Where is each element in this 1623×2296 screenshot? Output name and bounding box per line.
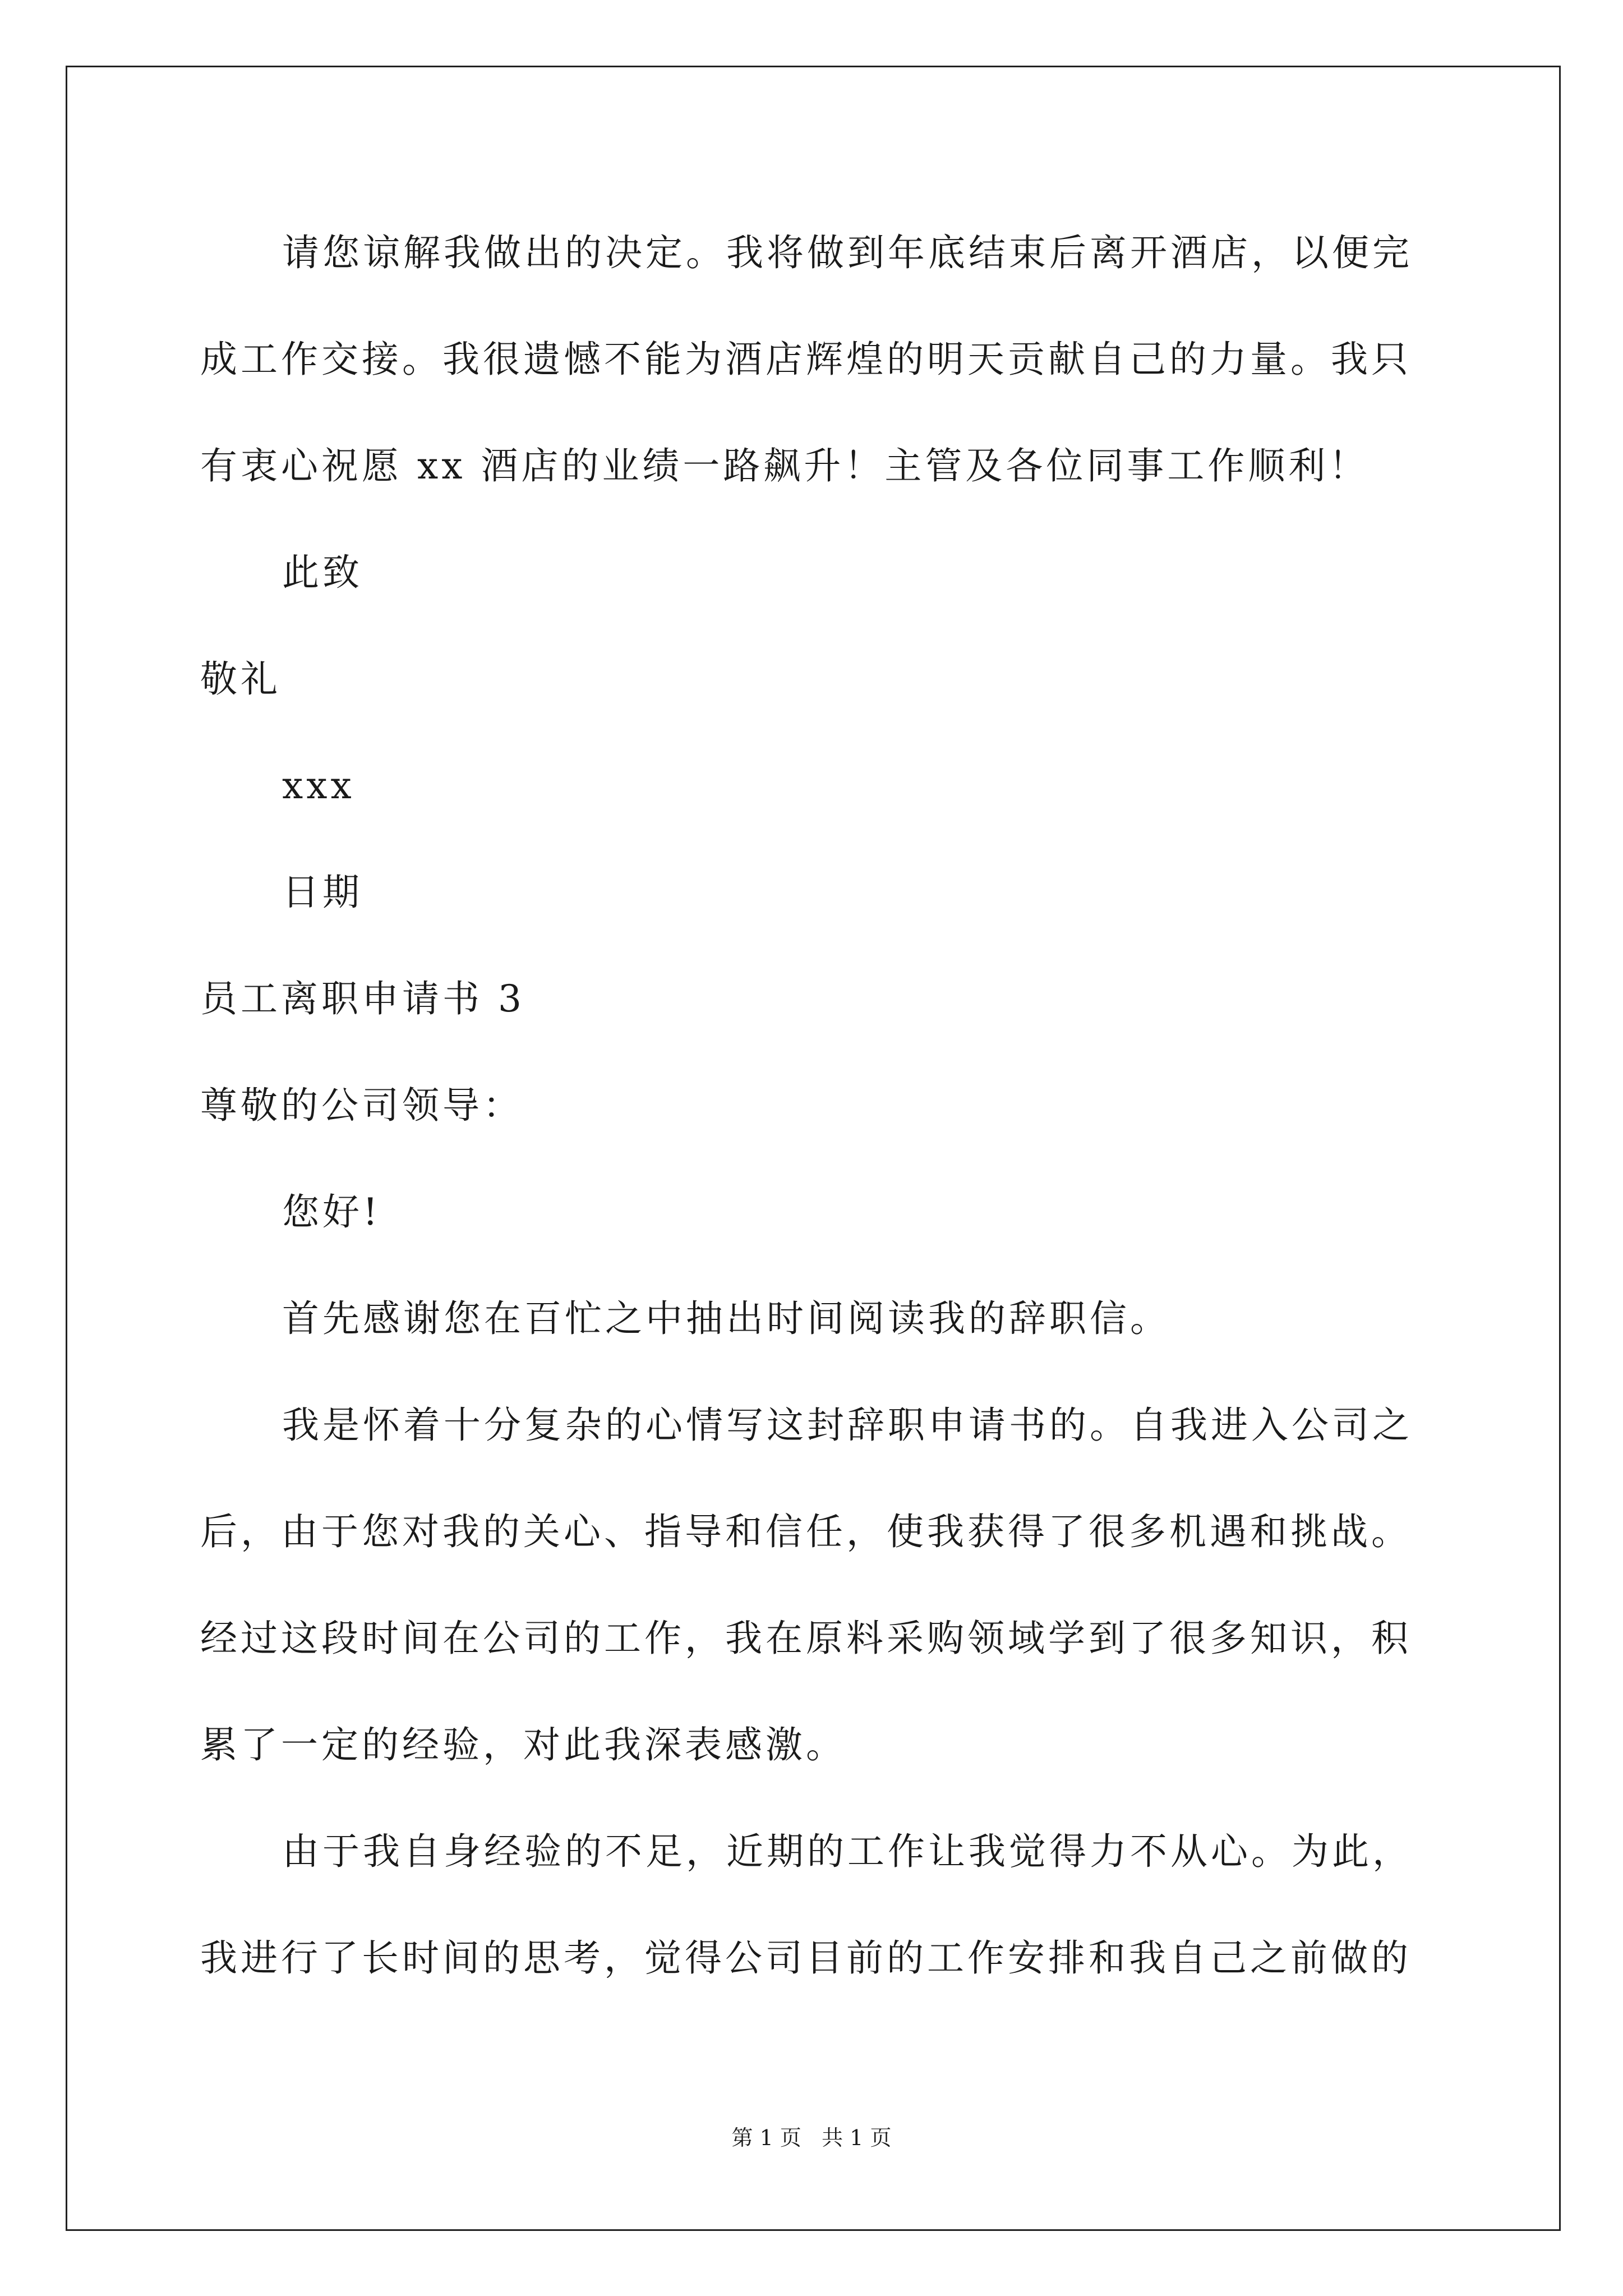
page-border: [66, 66, 1561, 2231]
closing-regards: 敬礼: [200, 657, 281, 701]
paragraph-line: 请您谅解我做出的决定。我将做到年底结束后离开酒店，以便完: [282, 231, 1413, 274]
letter-greeting: 您好!: [282, 1190, 381, 1234]
paragraph-line: 首先感谢您在百忙之中抽出时间阅读我的辞职信。: [282, 1297, 1170, 1340]
paragraph-line: 成工作交接。我很遗憾不能为酒店辉煌的明天贡献自己的力量。我只: [200, 338, 1412, 381]
letter-addressee: 尊敬的公司领导：: [200, 1084, 523, 1127]
closing-salutation: 此致: [282, 551, 363, 594]
paragraph-line: 有衷心祝愿 xx 酒店的业绩一路飙升！主管及各位同事工作顺利！: [200, 444, 1370, 487]
signature-name: xxx: [282, 764, 355, 807]
paragraph-line: 我是怀着十分复杂的心情写这封辞职申请书的。自我进入公司之: [282, 1404, 1413, 1447]
paragraph-line: 累了一定的经验，对此我深表感激。: [200, 1723, 846, 1766]
paragraph-line: 经过这段时间在公司的工作，我在原料采购领域学到了很多知识，积: [200, 1617, 1412, 1660]
paragraph-line: 由于我自身经验的不足，近期的工作让我觉得力不从心。为此，: [282, 1830, 1413, 1873]
signature-date: 日期: [282, 871, 363, 914]
section-title: 员工离职申请书 3: [200, 977, 525, 1020]
paragraph-line: 我进行了长时间的思考，觉得公司目前的工作安排和我自己之前做的: [200, 1936, 1412, 1980]
page-footer: 第 1 页 共 1 页: [731, 2125, 892, 2150]
paragraph-line: 后，由于您对我的关心、指导和信任，使我获得了很多机遇和挑战。: [200, 1510, 1412, 1553]
